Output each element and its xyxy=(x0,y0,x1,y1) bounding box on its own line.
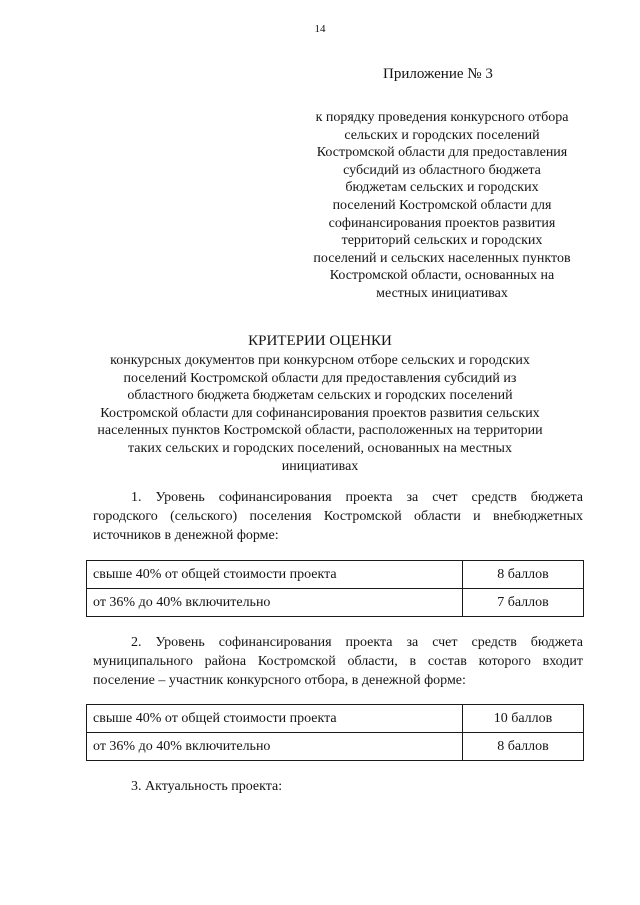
section-1-table xyxy=(86,560,584,617)
table-row xyxy=(87,561,584,589)
section-1-paragraph xyxy=(93,488,583,545)
appendix-subtitle-line: поселений Костромской области для xyxy=(332,197,552,213)
score-cell: 8 баллов xyxy=(463,561,584,589)
criteria-subtitle-line: населенных пунктов Костромской области, расположенных на территории xyxy=(97,423,543,439)
criteria-subtitle-line: поселений Костромской области для предоставления субсидий из xyxy=(123,370,517,386)
criteria-subtitle-line: конкурсных документов при конкурсном отборе сельских и городских xyxy=(110,353,530,368)
criteria-subtitle xyxy=(70,352,570,475)
section-2-table xyxy=(86,704,584,761)
appendix-subtitle-line: местных инициативах xyxy=(376,285,508,301)
appendix-subtitle xyxy=(294,109,590,303)
paragraph-line: 1. Уровень софинансирования проекта за счет средств бюджета xyxy=(131,490,583,505)
table-row xyxy=(87,589,584,617)
criterion-cell: свыше 40% от общей стоимости проекта xyxy=(87,705,463,733)
appendix-subtitle-line: поселений и сельских населенных пунктов xyxy=(313,250,571,266)
appendix-subtitle-line: Костромской области для предоставления xyxy=(316,145,568,161)
page-number: 14 xyxy=(314,23,326,35)
paragraph-line: городского (сельского) поселения Костромской области и внебюджетных xyxy=(93,509,583,524)
criterion-cell: от 36% до 40% включительно xyxy=(87,589,463,617)
score-cell: 7 баллов xyxy=(463,589,584,617)
score-cell: 8 баллов xyxy=(463,733,584,761)
paragraph-line: источников в денежной форме: xyxy=(93,528,279,543)
criterion-cell: от 36% до 40% включительно xyxy=(87,733,463,761)
appendix-subtitle-line: бюджетам сельских и городских xyxy=(345,180,539,196)
appendix-subtitle-line: сельских и городских поселений xyxy=(344,127,540,143)
paragraph-line: поселение – участник конкурсного отбора, в денежной форме: xyxy=(93,673,466,688)
score-cell: 10 баллов xyxy=(463,705,584,733)
criteria-subtitle-line: инициативах xyxy=(281,458,359,474)
section-2-paragraph xyxy=(93,633,583,690)
criteria-subtitle-line: Костромской области для софинансирования проектов развития сельских xyxy=(100,405,540,421)
paragraph-line: муниципального района Костромской области, в состав которого входит xyxy=(93,654,583,669)
appendix-subtitle-line: территорий сельских и городских xyxy=(341,233,543,249)
appendix-subtitle-line: софинансирования проектов развития xyxy=(328,215,556,231)
criteria-subtitle-line: таких сельских и городских поселений, основанных на местных xyxy=(128,440,512,456)
criteria-subtitle-line: областного бюджета бюджетам сельских и городских поселений xyxy=(127,388,513,404)
section-3-heading: 3. Актуальность проекта: xyxy=(131,779,283,794)
criterion-cell: свыше 40% от общей стоимости проекта xyxy=(87,561,463,589)
appendix-subtitle-line: Костромской области, основанных на xyxy=(329,268,555,284)
appendix-subtitle-line: к порядку проведения конкурсного отбора xyxy=(315,110,569,125)
table-row xyxy=(87,733,584,761)
table-row xyxy=(87,705,584,733)
appendix-title: Приложение № 3 xyxy=(383,66,493,82)
appendix-subtitle-line: субсидий из областного бюджета xyxy=(343,162,541,178)
paragraph-line: 2. Уровень софинансирования проекта за счет средств бюджета xyxy=(131,635,583,650)
criteria-title: КРИТЕРИИ ОЦЕНКИ xyxy=(248,333,392,349)
